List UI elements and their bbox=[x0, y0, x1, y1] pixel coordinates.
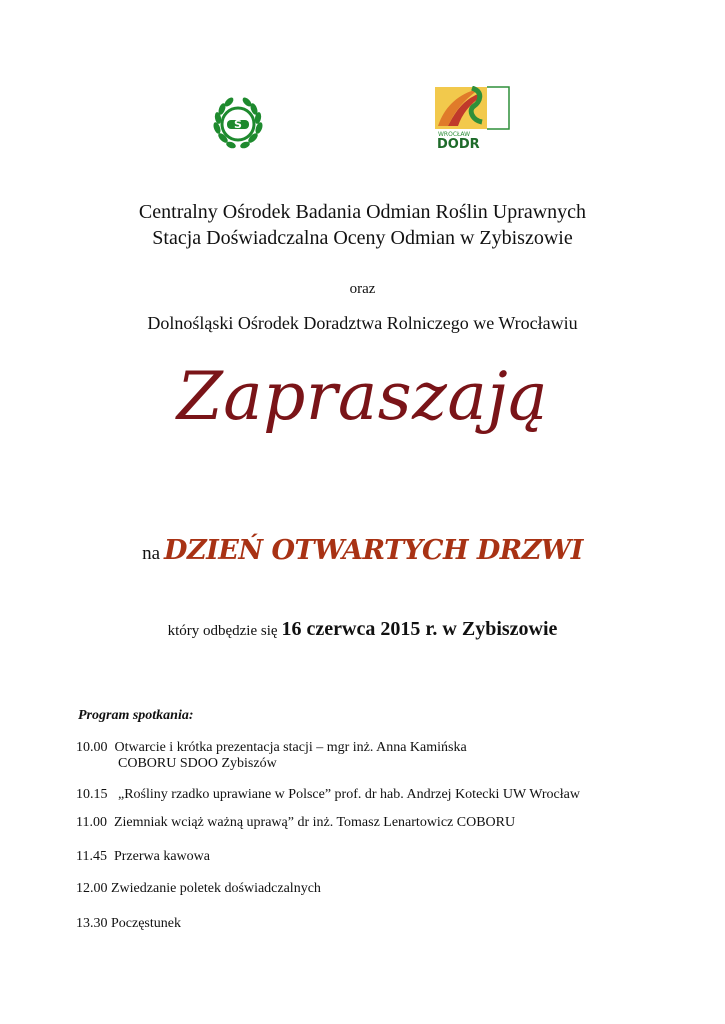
date-line bbox=[0, 618, 725, 641]
svg-text:DODR: DODR bbox=[437, 137, 480, 150]
program-item bbox=[76, 916, 181, 932]
program-item bbox=[76, 849, 210, 865]
svg-text:S: S bbox=[234, 118, 242, 131]
svg-text:WROCŁAW: WROCŁAW bbox=[438, 131, 471, 138]
program-text: Otwarcie i krótka prezentacja stacji – mgr inż. Anna Kamińska bbox=[114, 740, 467, 755]
program-text: Poczęstunek bbox=[111, 916, 181, 931]
program-item bbox=[76, 740, 467, 772]
event-title: DZIEŃ OTWARTYCH DRZWI bbox=[164, 535, 583, 566]
program-time: 13.30 bbox=[76, 916, 108, 931]
program-time: 12.00 bbox=[76, 881, 108, 896]
program-time: 10.15 bbox=[76, 787, 108, 802]
invite-heading: Zapraszają bbox=[176, 358, 549, 435]
program-text: Ziemniak wciąż ważną uprawą” dr inż. Tomasz Lenartowicz COBORU bbox=[113, 815, 516, 830]
dodr-logo bbox=[434, 86, 510, 150]
program-text: „Rośliny rzadko uprawiane w Polsce” prof. dr hab. Andrzej Kotecki UW Wrocław bbox=[118, 787, 580, 802]
event-line bbox=[0, 535, 725, 566]
event-prefix: na bbox=[142, 543, 161, 564]
program-text-continued: COBORU SDOO Zybiszów bbox=[118, 756, 277, 771]
conjunction: oraz bbox=[349, 281, 376, 297]
coboru-logo bbox=[209, 94, 267, 152]
program-text: Zwiedzanie poletek doświadczalnych bbox=[111, 881, 321, 896]
program-item bbox=[76, 787, 580, 803]
organizer-2: Dolnośląski Ośrodek Doradztwa Rolniczego we Wrocławiu bbox=[147, 313, 578, 333]
date-prefix: który odbędzie się bbox=[167, 623, 278, 639]
program-time: 11.45 bbox=[76, 849, 107, 864]
program-text: Przerwa kawowa bbox=[113, 849, 210, 864]
organizer-1-line-1: Centralny Ośrodek Badania Odmian Roślin Uprawnych bbox=[138, 201, 587, 223]
organizer-1-line-2: Stacja Doświadczalna Oceny Odmian w Zybiszowie bbox=[152, 227, 573, 249]
wreath-seal-icon bbox=[209, 94, 267, 152]
date-main: 16 czerwca 2015 r. w Zybiszowie bbox=[281, 618, 558, 640]
program-time: 11.00 bbox=[76, 815, 107, 830]
dodr-logo-icon bbox=[434, 86, 510, 150]
program-item bbox=[76, 881, 321, 897]
program-time: 10.00 bbox=[76, 740, 108, 755]
program-item bbox=[76, 815, 515, 831]
program-heading: Program spotkania: bbox=[78, 708, 194, 723]
